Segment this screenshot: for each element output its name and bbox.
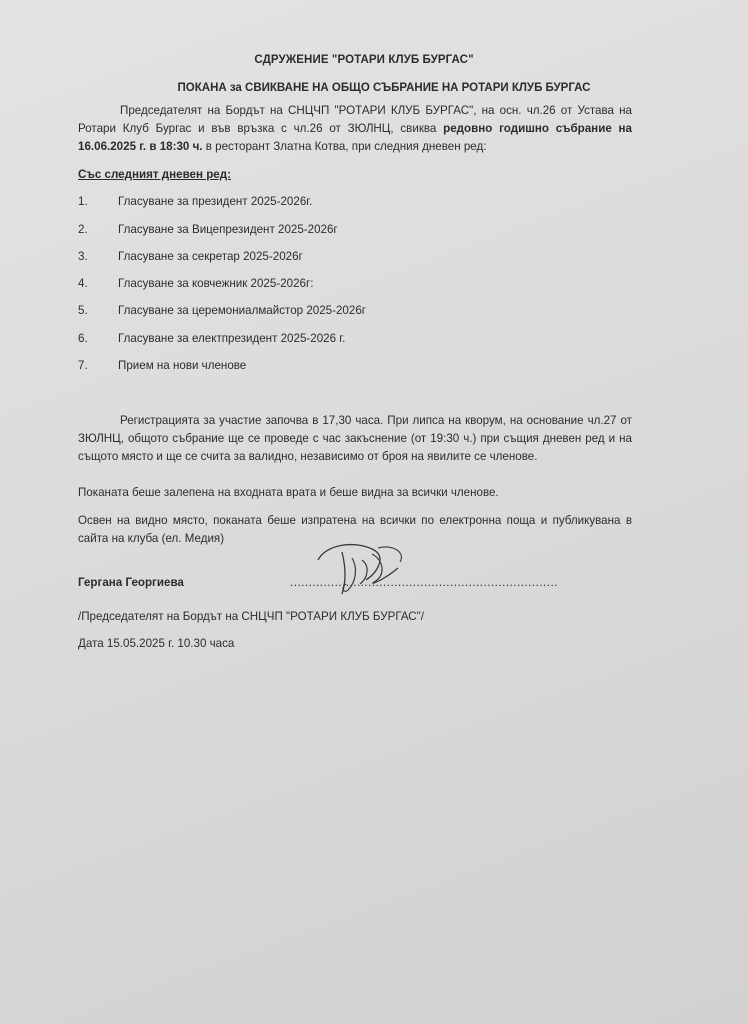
emailed-paragraph: Освен на видно място, поканата беше изпратена на всички по електронна поща и публикувана в сайта на клуба (ел. Медия)	[78, 514, 632, 545]
organization-title: СДРУЖЕНИЕ "РОТАРИ КЛУБ БУРГАС"	[254, 54, 474, 66]
agenda-item-text: Прием на нови членове	[118, 359, 247, 372]
signer-name: Гергана Георгиева	[78, 576, 184, 589]
agenda-item-number: 6.	[78, 332, 88, 345]
agenda-heading: Със следният дневен ред:	[78, 168, 231, 181]
signature-line: ........................................................................	[290, 576, 558, 589]
agenda-item-number: 5.	[78, 304, 88, 317]
signer-role: /Председателят на Бордът на СНЦЧП "РОТАРИ КЛУБ БУРГАС"/	[78, 610, 425, 623]
handwritten-signature	[312, 538, 412, 603]
agenda-item-text: Гласуване за електпрезидент 2025-2026 г.	[118, 332, 346, 345]
agenda-item-text: Гласуване за секретар 2025-2026г	[118, 250, 303, 263]
agenda-item-number: 3.	[78, 250, 88, 263]
agenda-item-number: 4.	[78, 277, 88, 290]
intro-meeting-date: редовно годишно събрание на 16.06.2025 г. в 18:30 ч.	[78, 122, 632, 153]
document-date: Дата 15.05.2025 г. 10.30 часа	[78, 637, 235, 650]
intro-paragraph	[78, 102, 632, 156]
agenda-item-text: Гласуване за Вицепрезидент 2025-2026г	[118, 223, 338, 236]
intro-text-part2: в ресторант Златна Котва, при следния дневен ред:	[202, 140, 487, 153]
agenda-item-text: Гласуване за церемониалмайстор 2025-2026г	[118, 304, 366, 317]
intro-text-part1: Председателят на Бордът на СНЦЧП "РОТАРИ КЛУБ БУРГАС", на осн. чл.26 от Устава на Ротари Клуб Бургас и във връзка с чл.26 от ЗЮЛНЦ, свиква	[78, 104, 632, 135]
invitation-title: ПОКАНА за СВИКВАНЕ НА ОБЩО СЪБРАНИЕ НА РОТАРИ КЛУБ БУРГАС	[177, 82, 591, 94]
agenda-item-number: 2.	[78, 223, 88, 236]
agenda-item-number: 7.	[78, 359, 88, 372]
registration-paragraph: Регистрацията за участие започва в 17,30 часа. При липса на кворум, на основание чл.27 от ЗЮЛНЦ, общото събрание ще се проведе с час закъснение (от 19:30 ч.) при същия дневен ред и на същото място и ще се счита за валидно, независимо от броя на явилите се членове.	[78, 414, 632, 463]
agenda-item-text: Гласуване за президент 2025-2026г.	[118, 195, 313, 208]
agenda-item-text: Гласуване за ковчежник 2025-2026г:	[118, 277, 314, 290]
posted-paragraph: Поканата беше залепена на входната врата и беше видна за всички членове.	[78, 486, 499, 499]
agenda-item-number: 1.	[78, 195, 88, 208]
